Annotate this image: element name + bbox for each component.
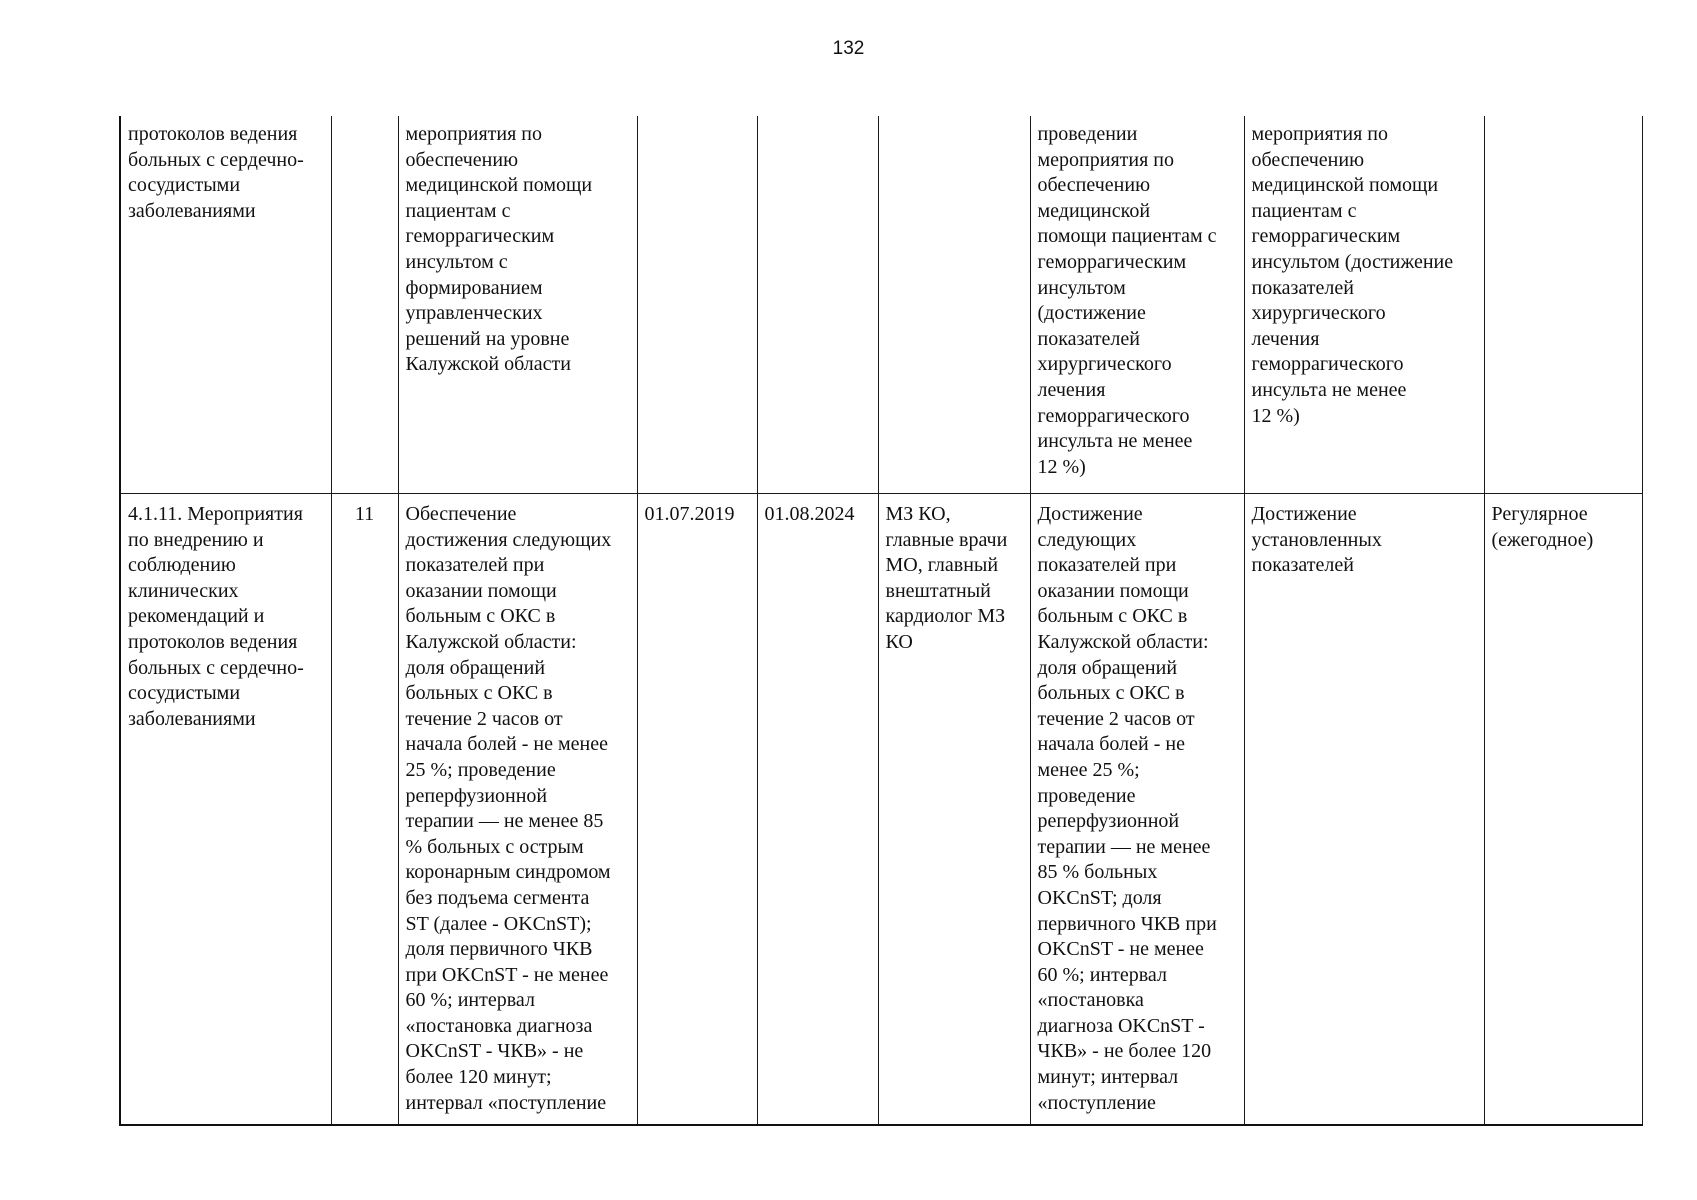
cell-expected-result: Достижение следующих показателей при оказании помощи больным с ОКС в Калужской области: доля обращений больных с ОКС в течение 2 часов от начала болей - не менее 25 %; проведение реперфузионной терапии — не менее 85 % больных OKCnST; доля первичного ЧКВ при OKCnST - не менее 60 %; интервал «постановка диагноза OKCnST - ЧКВ» - не более 120 минут; интервал «поступление: [1030, 494, 1244, 1126]
cell-description: Обеспечение достижения следующих показателей при оказании помощи больным с ОКС в Калужской области: доля обращений больных с ОКС в течение 2 часов от начала болей - не менее 25 %; проведение реперфузионной терапии — не менее 85 % больных с острым коронарным синдромом без подъема сегмента ST (далее - OKCnST); доля первичного ЧКВ при OKCnST - не менее 60 %; интервал «постановка диагноза OKCnST - ЧКВ» - не более 120 минут; интервал «поступление: [398, 494, 637, 1126]
cell-description: мероприятия по обеспечению медицинской помощи пациентам с геморрагическим инсультом с формированием управленческих решений на уровне Калужской области: [398, 116, 637, 494]
cell-end-date: [757, 116, 878, 494]
cell-indicator: мероприятия по обеспечению медицинской помощи пациентам с геморрагическим инсультом (достижение показателей хирургического лечения геморрагического инсульта не менее 12 %): [1244, 116, 1484, 494]
cell-measure: 4.1.11. Мероприятия по внедрению и соблюдению клинических рекомендаций и протоколов ведения больных с сердечно- сосудистыми заболеваниями: [120, 494, 331, 1126]
cell-start-date: [637, 116, 757, 494]
cell-responsible: [878, 116, 1030, 494]
cell-end-date: 01.08.2024: [757, 494, 878, 1126]
cell-start-date: 01.07.2019: [637, 494, 757, 1126]
measures-table: [119, 116, 1643, 1126]
cell-number: 11: [331, 494, 398, 1126]
table-row-continued: [120, 116, 1642, 494]
cell-measure: протоколов ведения больных с сердечно- сосудистыми заболеваниями: [120, 116, 331, 494]
cell-periodicity: Регулярное (ежегодное): [1484, 494, 1642, 1126]
cell-number: [331, 116, 398, 494]
cell-expected-result: проведении мероприятия по обеспечению медицинской помощи пациентам с геморрагическим инсультом (достижение показателей хирургического лечения геморрагического инсульта не менее 12 %): [1030, 116, 1244, 494]
cell-responsible: МЗ КО, главные врачи МО, главный внештатный кардиолог МЗ КО: [878, 494, 1030, 1126]
table-row-4-1-11: [120, 494, 1642, 1126]
page-number: 132: [832, 38, 865, 59]
cell-periodicity: [1484, 116, 1642, 494]
cell-indicator: Достижение установленных показателей: [1244, 494, 1484, 1126]
